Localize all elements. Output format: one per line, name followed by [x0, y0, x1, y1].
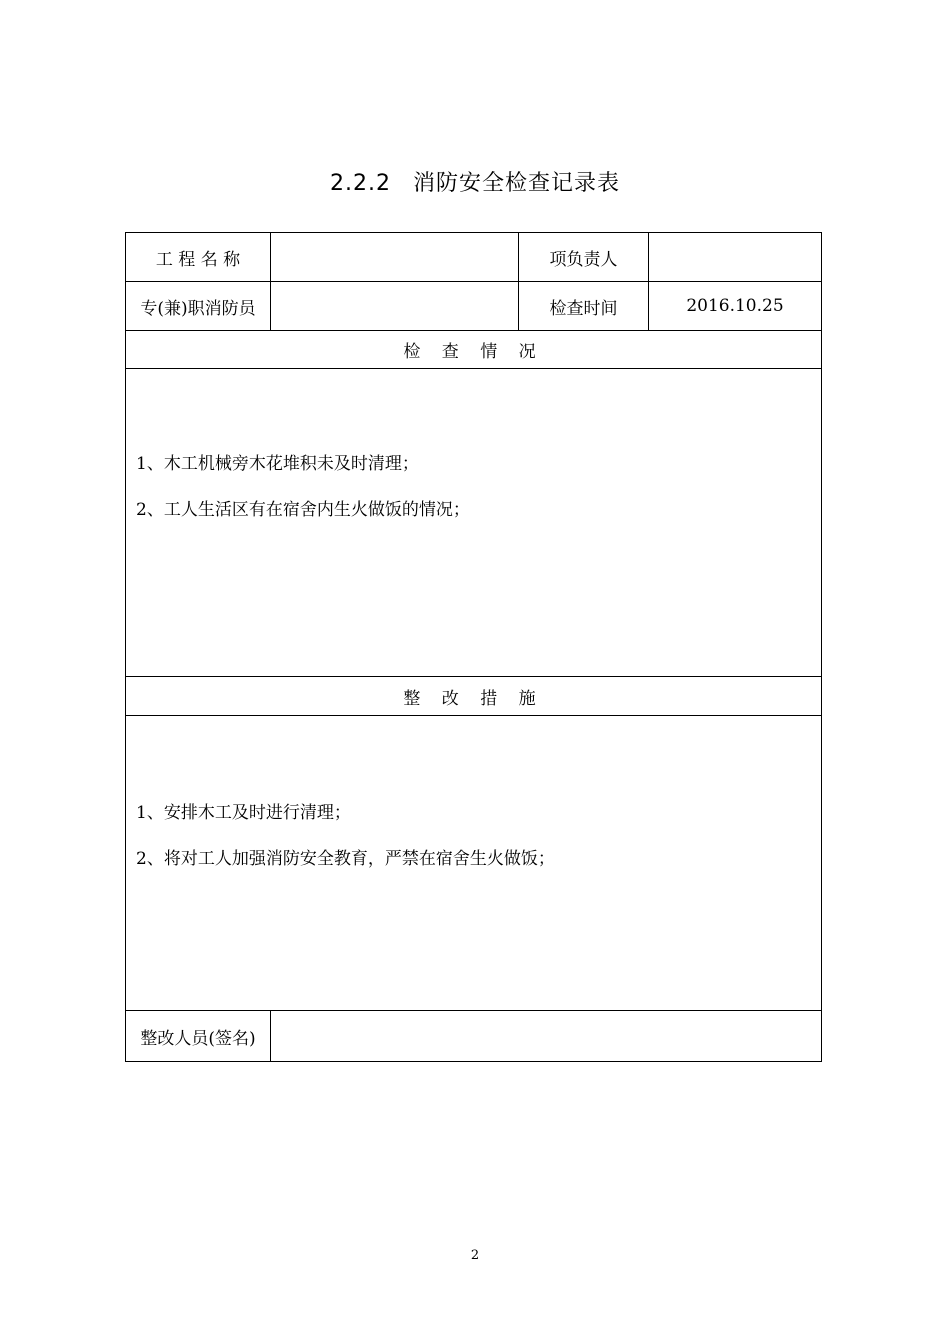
section-number: 2.2.2 [330, 171, 391, 196]
row-project [126, 233, 822, 282]
check-time-value: 2016.10.25 [649, 282, 822, 331]
fire-officer-label: 专(兼)职消防员 [126, 282, 271, 331]
rectification-content [126, 716, 822, 1011]
rectification-header: 整 改 措 施 [126, 677, 822, 716]
row-inspection-header [126, 331, 822, 369]
inspection-content [126, 369, 822, 677]
row-signature [126, 1011, 822, 1062]
check-time-label: 检查时间 [519, 282, 649, 331]
inspection-item: 1、木工机械旁木花堆积未及时清理； [136, 454, 419, 474]
row-rectification-content [126, 716, 822, 1011]
rectification-item: 2、将对工人加强消防安全教育，严禁在宿舍生火做饭； [136, 849, 555, 869]
fire-officer-value [271, 282, 519, 331]
signature-value [271, 1011, 822, 1062]
page-number: 2 [470, 1248, 480, 1263]
responsible-value [649, 233, 822, 282]
row-rectification-header [126, 677, 822, 716]
row-inspection-content [126, 369, 822, 677]
fire-safety-inspection-table [125, 232, 822, 1062]
document-title [0, 166, 950, 197]
inspection-header: 检 查 情 况 [126, 331, 822, 369]
signature-label: 整改人员(签名) [126, 1011, 271, 1062]
project-name-value [271, 233, 519, 282]
responsible-label: 项负责人 [519, 233, 649, 282]
rectification-item: 1、安排木工及时进行清理； [136, 803, 351, 823]
project-name-label: 工 程 名 称 [126, 233, 271, 282]
inspection-item: 2、工人生活区有在宿舍内生火做饭的情况； [136, 500, 470, 520]
row-fire-officer [126, 282, 822, 331]
title-text: 消防安全检查记录表 [412, 171, 620, 196]
